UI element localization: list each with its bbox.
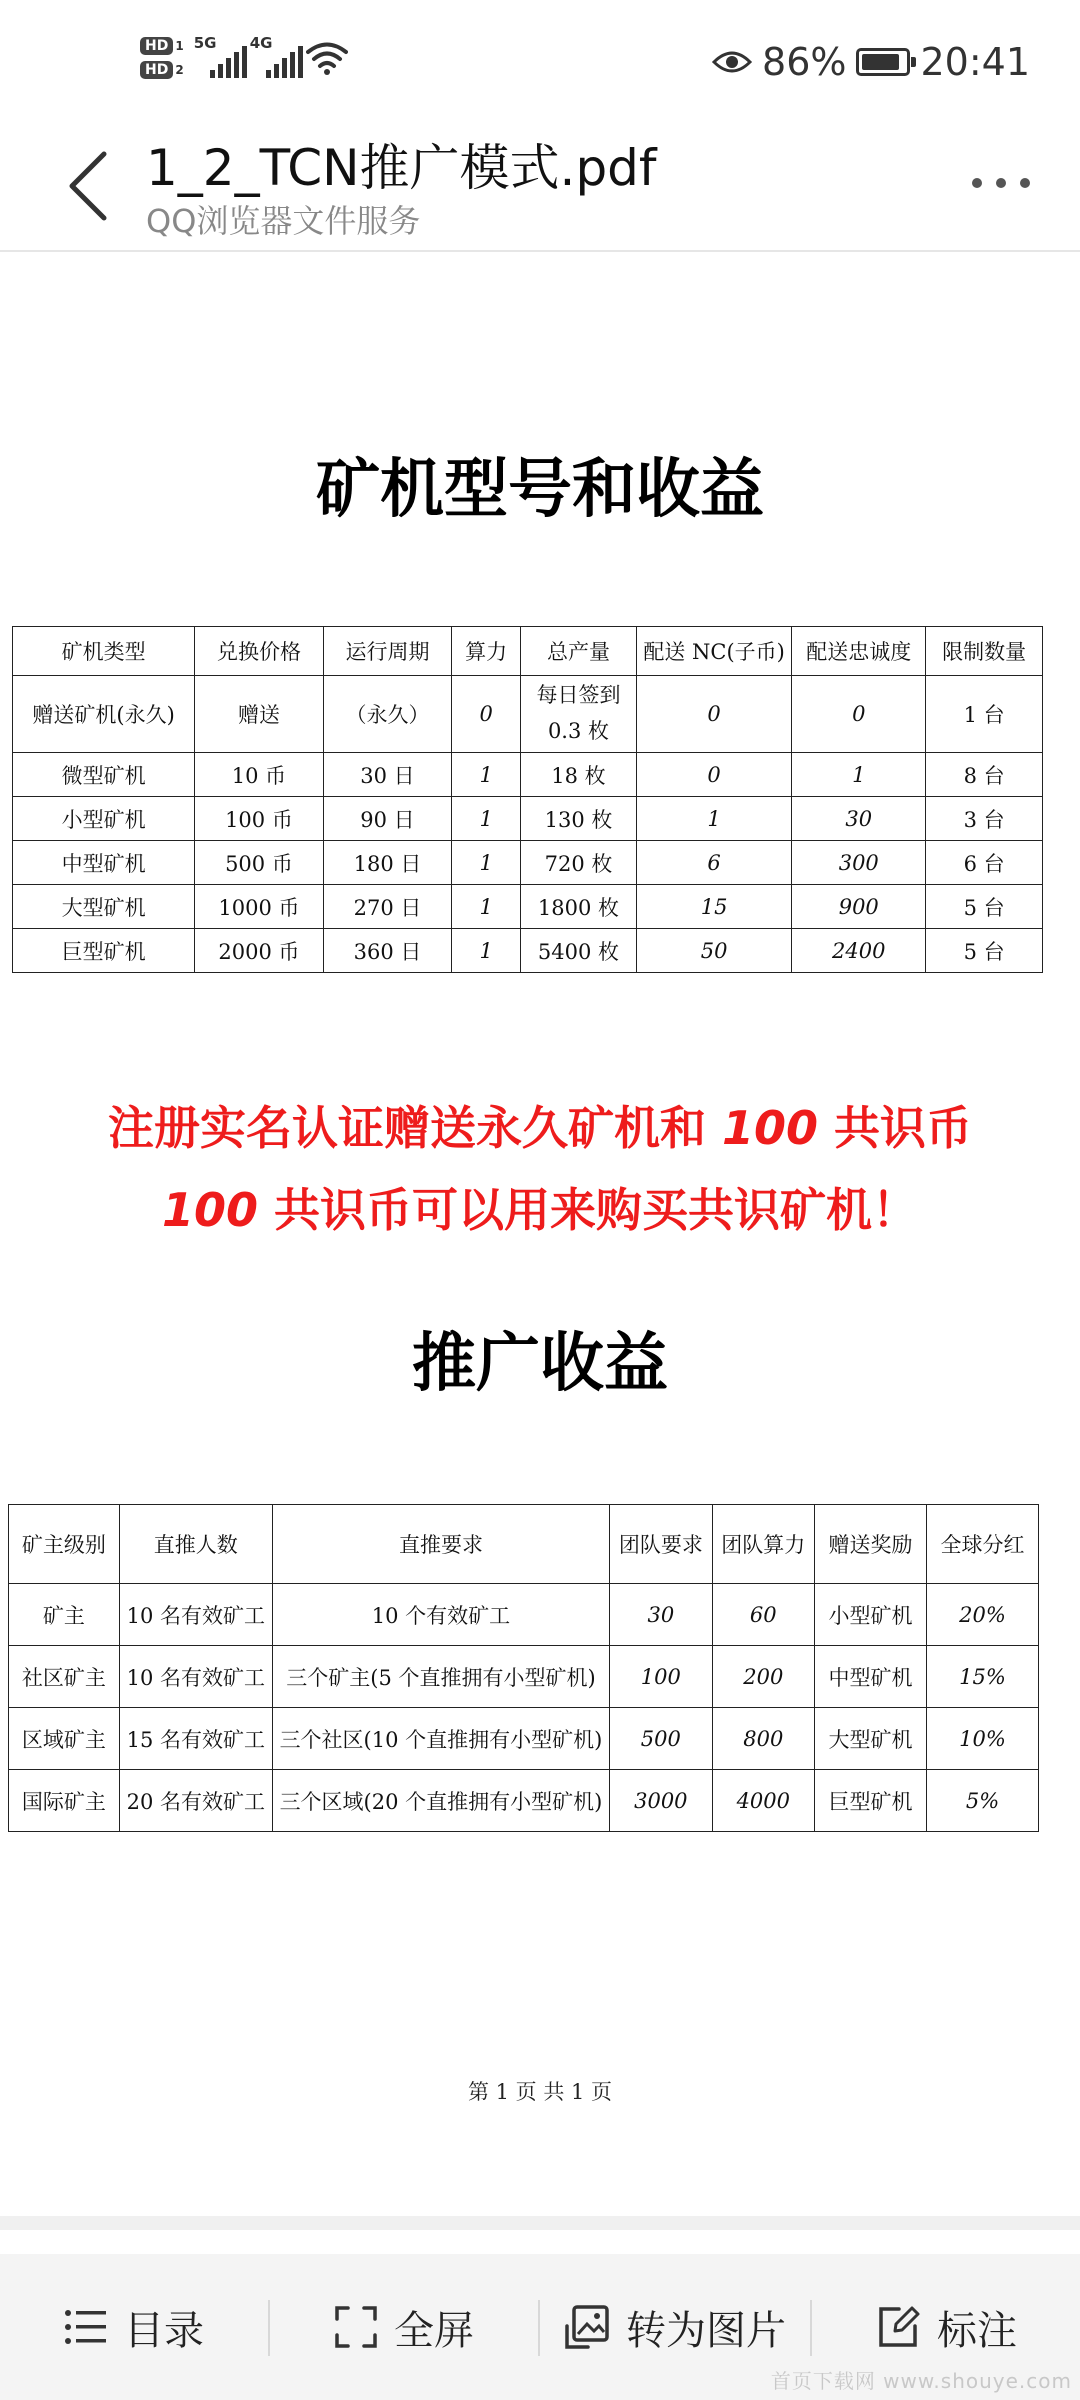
table-cell: 5 台 [926,929,1043,973]
wifi-icon [306,41,348,75]
document-title: 1_2_TCN推广模式.pdf [146,139,657,197]
table-cell: 三个矿主(5 个直推拥有小型矿机) [272,1646,609,1708]
table-cell: 360 日 [323,929,452,973]
table-cell: 270 日 [323,885,452,929]
list-icon [64,2307,108,2347]
table-cell: 20% [926,1584,1038,1646]
table-cell: 0 [452,676,521,753]
net1-label: 5G [193,34,217,52]
table-row [13,753,1043,797]
table-cell: 900 [792,885,926,929]
page-number-footer: 第 1 页 共 1 页 [467,2080,613,2104]
column-header: 全球分红 [926,1505,1038,1584]
table-cell: 1 [792,753,926,797]
table-cell: 1 台 [926,676,1043,753]
document-subtitle: QQ浏览器文件服务 [146,202,421,240]
table-cell: 1 [452,841,521,885]
fullscreen-button[interactable] [270,2254,538,2400]
page-separator [0,2216,1080,2230]
toc-label: 目录 [124,2307,204,2354]
table-cell: 0 [636,676,791,753]
toc-button[interactable] [0,2254,268,2400]
table-cell: 180 日 [323,841,452,885]
image-convert-icon [564,2304,610,2350]
table-cell: 15 [636,885,791,929]
table-cell: 10 名有效矿工 [119,1646,272,1708]
battery-fill [862,54,898,70]
table-cell: 10 币 [195,753,324,797]
notice-line-1-text: 注册实名认证赠送永久矿机和 [107,1101,722,1155]
sim2-index: 2 [175,63,184,77]
annotate-label: 标注 [937,2307,1017,2354]
table-row [13,841,1043,885]
table-row [9,1708,1039,1770]
table-cell: 5400 枚 [521,929,637,973]
hd-badge-2: HD [140,61,173,79]
status-right [712,40,1030,84]
status-bar [0,0,1080,120]
table-cell: 60 [712,1584,814,1646]
column-header: 直推要求 [272,1505,609,1584]
fullscreen-icon [334,2305,378,2349]
sim1-index: 1 [175,39,184,53]
net2-label: 4G [249,34,273,52]
sim2-hd-indicator [140,61,184,79]
column-header: 团队算力 [712,1505,814,1584]
table-cell: 中型矿机 [13,841,195,885]
table-cell: 30 [792,797,926,841]
table-cell: 每日签到 0.3 枚 [521,676,637,753]
table-cell: 巨型矿机 [815,1770,927,1832]
table-cell: 720 枚 [521,841,637,885]
table-cell: 200 [712,1646,814,1708]
table-cell: 5% [926,1770,1038,1832]
table-cell: 100 [610,1646,712,1708]
table-cell: 赠送 [195,676,324,753]
table-row [9,1646,1039,1708]
table-cell: 8 台 [926,753,1043,797]
column-header: 矿机类型 [13,627,195,676]
column-header: 配送 NC(子币) [636,627,791,676]
table-row [13,797,1043,841]
table-cell: 微型矿机 [13,753,195,797]
table-cell: 1 [452,929,521,973]
table-cell: 2000 币 [195,929,324,973]
table-cell: 15 名有效矿工 [119,1708,272,1770]
table-cell: 大型矿机 [13,885,195,929]
table-cell: 小型矿机 [13,797,195,841]
table-cell: 30 [610,1584,712,1646]
table-cell: 巨型矿机 [13,929,195,973]
heading-miner-models: 矿机型号和收益 [316,453,764,527]
column-header: 直推人数 [119,1505,272,1584]
table-cell: 18 枚 [521,753,637,797]
table-cell: 1 [452,797,521,841]
bottom-toolbar [0,2254,1080,2400]
convert-to-image-button[interactable] [540,2254,810,2400]
promotion-income-table [8,1504,1039,1832]
table-cell: （永久） [323,676,452,753]
more-options-icon[interactable] [972,178,1030,188]
table-cell: 6 台 [926,841,1043,885]
pdf-page[interactable] [0,252,1080,2220]
column-header: 兑换价格 [195,627,324,676]
column-header: 配送忠诚度 [792,627,926,676]
notice-line-2-text: 共识币可以用来购买共识矿机！ [258,1183,919,1237]
table-cell: 5 台 [926,885,1043,929]
app-header [0,120,1080,252]
eye-comfort-icon [712,48,752,76]
column-header: 限制数量 [926,627,1043,676]
table-cell: 500 币 [195,841,324,885]
table-cell: 矿主 [9,1584,120,1646]
battery-percent: 86% [762,40,847,84]
table-cell: 6 [636,841,791,885]
table-cell: 15% [926,1646,1038,1708]
table-cell: 中型矿机 [815,1646,927,1708]
table-cell: 1 [452,885,521,929]
table-cell: 4000 [712,1770,814,1832]
column-header: 团队要求 [610,1505,712,1584]
table-cell: 30 日 [323,753,452,797]
sim1-hd-indicator [140,37,184,55]
signal-5g-icon [194,34,240,82]
fullscreen-label: 全屏 [394,2307,474,2354]
table-cell: 1 [452,753,521,797]
column-header: 运行周期 [323,627,452,676]
column-header: 赠送奖励 [815,1505,927,1584]
edit-note-icon [875,2304,921,2350]
table-cell: 10 名有效矿工 [119,1584,272,1646]
notice-line-2 [0,1174,1080,1240]
table-cell: 300 [792,841,926,885]
table-cell: 三个社区(10 个直推拥有小型矿机) [272,1708,609,1770]
miner-models-table [12,626,1043,973]
table-row [9,1770,1039,1832]
notice-line-2-number: 100 [161,1183,258,1237]
battery-icon [856,48,910,76]
table-cell: 130 枚 [521,797,637,841]
table-cell: 20 名有效矿工 [119,1770,272,1832]
table-cell: 三个区域(20 个直推拥有小型矿机) [272,1770,609,1832]
table-cell: 区域矿主 [9,1708,120,1770]
notice-line-1-tail: 共识币 [818,1101,973,1155]
table-cell: 小型矿机 [815,1584,927,1646]
notice-line-1-number: 100 [721,1101,819,1155]
table-cell: 10% [926,1708,1038,1770]
column-header: 矿主级别 [9,1505,120,1584]
clock: 20:41 [920,40,1030,84]
table-cell: 50 [636,929,791,973]
table-cell: 0 [636,753,791,797]
notice-line-1 [0,1092,1080,1158]
heading-promotion-income: 推广收益 [412,1327,668,1401]
table-cell: 1800 枚 [521,885,637,929]
column-header: 总产量 [521,627,637,676]
back-arrow-icon[interactable] [60,144,120,228]
table-cell: 赠送矿机(永久) [13,676,195,753]
table-row [13,929,1043,973]
table-row [13,885,1043,929]
column-header: 算力 [452,627,521,676]
table-cell: 500 [610,1708,712,1770]
table-cell: 3 台 [926,797,1043,841]
table-cell: 10 个有效矿工 [272,1584,609,1646]
signal-indicators [140,34,348,82]
table-cell: 国际矿主 [9,1770,120,1832]
table-cell: 100 币 [195,797,324,841]
table-header-row [13,627,1043,676]
table-cell: 2400 [792,929,926,973]
table-cell: 1000 币 [195,885,324,929]
signal-4g-icon [250,34,296,82]
site-watermark: 首页下载网 www.shouye.com [770,2369,1072,2393]
table-row [13,676,1043,753]
table-cell: 90 日 [323,797,452,841]
table-cell: 1 [636,797,791,841]
table-cell: 800 [712,1708,814,1770]
table-cell: 大型矿机 [815,1708,927,1770]
table-cell: 0 [792,676,926,753]
hd-badge-1: HD [140,37,173,55]
table-cell: 3000 [610,1770,712,1832]
table-header-row [9,1505,1039,1584]
table-cell: 社区矿主 [9,1646,120,1708]
to-image-label: 转为图片 [626,2307,786,2354]
table-row [9,1584,1039,1646]
